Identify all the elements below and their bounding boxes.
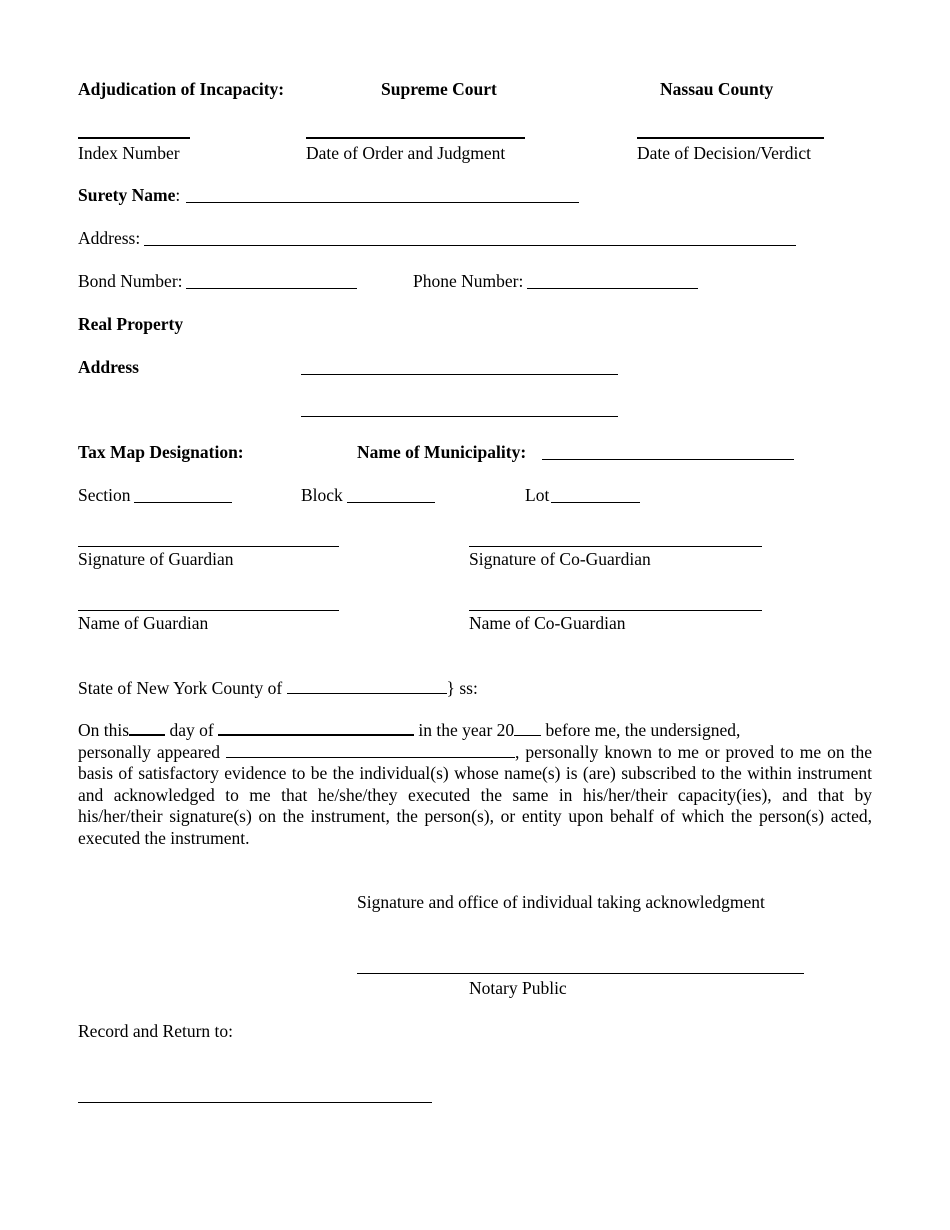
coguardian-signature-label: Signature of Co-Guardian xyxy=(469,549,651,569)
block-label: Block xyxy=(301,485,343,505)
phone-number-label: Phone Number: xyxy=(413,271,524,291)
index-number-line[interactable] xyxy=(78,137,190,139)
state-suffix: } ss: xyxy=(446,678,478,698)
phone-number-line[interactable] xyxy=(527,288,698,289)
lot-line[interactable] xyxy=(551,502,640,503)
real-property-title: Real Property xyxy=(78,314,184,334)
year-text: in the year 20 xyxy=(418,720,515,740)
header-court: Supreme Court xyxy=(381,79,497,99)
bond-number-line[interactable] xyxy=(186,288,357,289)
surety-name-line[interactable] xyxy=(186,202,579,203)
record-return-label: Record and Return to: xyxy=(78,1021,234,1041)
record-return-line[interactable] xyxy=(78,1102,432,1103)
county-blank[interactable] xyxy=(287,679,447,694)
section-label: Section xyxy=(78,485,131,505)
date-decision-line[interactable] xyxy=(637,137,824,139)
lot-label: Lot xyxy=(525,485,550,505)
tax-map-label: Tax Map Designation: xyxy=(78,442,244,462)
coguardian-signature-line[interactable] xyxy=(469,546,762,547)
index-number-label: Index Number xyxy=(78,143,180,163)
property-address-line-1[interactable] xyxy=(301,374,618,375)
date-order-line[interactable] xyxy=(306,137,525,139)
section-line[interactable] xyxy=(134,502,232,503)
surety-name-row xyxy=(78,185,180,206)
day-of-text: day of xyxy=(169,720,214,740)
year-blank[interactable] xyxy=(514,721,541,736)
state-county-row xyxy=(78,678,478,699)
municipality-line[interactable] xyxy=(542,459,794,460)
guardian-signature-label: Signature of Guardian xyxy=(78,549,234,569)
block-line[interactable] xyxy=(347,502,435,503)
date-order-label: Date of Order and Judgment xyxy=(306,143,506,163)
header-county: Nassau County xyxy=(660,79,774,99)
guardian-name-line[interactable] xyxy=(78,610,339,611)
property-address-label: Address xyxy=(78,357,139,377)
notary-public-label: Notary Public xyxy=(469,978,567,998)
municipality-label: Name of Municipality: xyxy=(357,442,527,462)
state-prefix: State of New York County of xyxy=(78,678,283,698)
bond-number-label: Bond Number: xyxy=(78,271,183,291)
header-adjudication: Adjudication of Incapacity: xyxy=(78,79,285,99)
surety-colon: : xyxy=(175,185,181,205)
month-blank[interactable] xyxy=(218,720,414,736)
coguardian-name-label: Name of Co-Guardian xyxy=(469,613,626,633)
appeared-name-blank[interactable] xyxy=(226,743,515,758)
notary-signature-line[interactable] xyxy=(357,973,804,974)
ack-body-text: , personally known to me or proved to me on the basis of satisfactory evidence to be the individual(s) whose name(s) is (are) subscribed to the within instrument and acknowledged to me that he/she/they executed the same in his/her/their capacity(ies), and that by his/her/their signature(s) on the instrument, the person(s), or entity upon behalf of which the person(s) acted, executed the instrument. xyxy=(78,741,872,848)
day-blank[interactable] xyxy=(129,720,165,736)
signature-office-label: Signature and office of individual taking acknowledgment xyxy=(357,892,765,912)
surety-address-line[interactable] xyxy=(144,245,796,246)
personally-appeared-text: personally appeared xyxy=(78,741,221,762)
surety-address-label: Address: xyxy=(78,228,141,248)
before-me-text: before me, the undersigned, xyxy=(545,720,741,740)
surety-name-label: Surety Name xyxy=(78,185,176,205)
guardian-signature-line[interactable] xyxy=(78,546,339,547)
on-this-text: On this xyxy=(78,720,130,740)
date-decision-label: Date of Decision/Verdict xyxy=(637,143,811,163)
coguardian-name-line[interactable] xyxy=(469,610,762,611)
ack-first-line xyxy=(78,720,872,742)
property-address-line-2[interactable] xyxy=(301,416,618,417)
acknowledgment-paragraph xyxy=(78,720,872,849)
guardian-name-label: Name of Guardian xyxy=(78,613,209,633)
